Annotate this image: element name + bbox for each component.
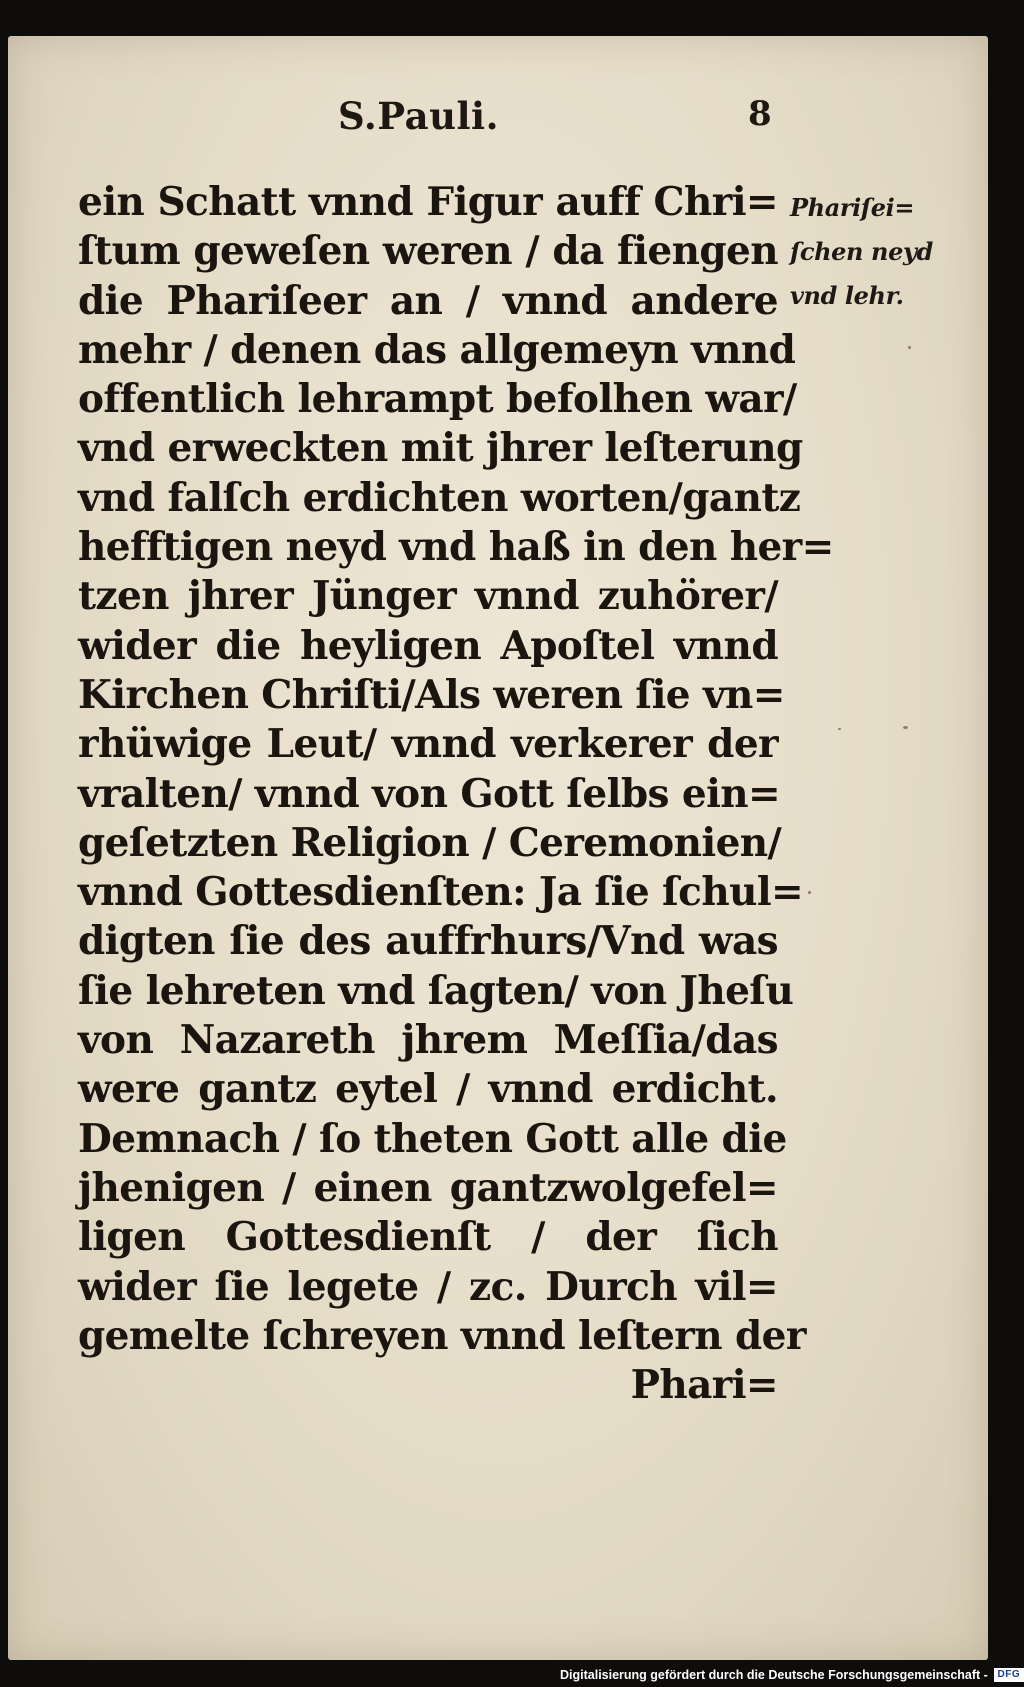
text-line: ſie lehreten vnd ſagten/ von Jheſu xyxy=(78,967,794,1014)
paper-speck xyxy=(808,891,811,894)
text-line: geſetzten Religion / Ceremonien/ xyxy=(78,819,782,866)
text-line: vnd erweckten mit jhrer leſterung xyxy=(78,425,803,472)
text-line: were gantz eytel / vnnd erdicht. xyxy=(78,1066,778,1113)
text-line: Demnach / ſo theten Gott alle die xyxy=(78,1115,787,1162)
credit-text: Digitalisierung gefördert durch die Deutsche Forschungsgemeinschaft - xyxy=(560,1668,988,1682)
text-line: vnd falſch erdichten worten/gantz xyxy=(78,474,801,521)
text-line: offentlich lehrampt befolhen war/ xyxy=(78,376,797,423)
digitization-credit xyxy=(560,1666,1024,1684)
body-text xyxy=(78,178,834,1410)
margin-note-line: Phariſei= xyxy=(790,193,915,222)
page-header xyxy=(8,94,988,144)
margin-note xyxy=(790,186,940,318)
paper-speck xyxy=(838,728,841,730)
text-line: tzen jhrer Jünger vnnd zuhörer/ xyxy=(78,573,778,620)
dfg-logo-icon: DFG xyxy=(994,1668,1024,1682)
paper-speck xyxy=(908,346,911,349)
text-line: rhüwige Leut/ vnnd verkerer der xyxy=(78,721,778,768)
text-line: digten ſie des auffrhurs/Vnd was xyxy=(78,918,778,965)
margin-note-line: ſchen neyd xyxy=(790,237,933,266)
text-line: ein Schatt vnnd Figur auff Chri= xyxy=(78,179,778,225)
text-line: vnnd Gottesdienſten: Ja ſie ſchul= xyxy=(78,869,804,916)
text-line: wider die heyligen Apoſtel vnnd xyxy=(78,622,778,669)
text-line: wider ſie legete / zc. Durch vil= xyxy=(78,1263,778,1310)
text-line: jhenigen / einen gantzwolgefel= xyxy=(78,1164,778,1211)
book-page xyxy=(8,36,988,1660)
paper-speck xyxy=(903,726,908,729)
text-line: Kirchen Chriſti/Als weren ſie vn= xyxy=(78,671,785,718)
text-line: ſtum geweſen weren / da fiengen xyxy=(78,228,778,275)
page-number: 8 xyxy=(748,94,772,134)
text-line: mehr / denen das allgemeyn vnnd xyxy=(78,326,796,373)
text-line: gemelte ſchreyen vnnd leſtern der xyxy=(78,1312,806,1359)
text-line: ligen Gottesdienſt / der ſich xyxy=(78,1214,778,1261)
text-line: vralten/ vnnd von Gott ſelbs ein= xyxy=(78,770,781,817)
catchword: Phari= xyxy=(630,1362,778,1409)
text-line: hefftigen neyd vnd haß in den her= xyxy=(78,524,834,571)
text-line: die Phariſeer an / vnnd andere xyxy=(78,277,778,324)
running-head: S.Pauli. xyxy=(338,94,499,138)
text-line: von Nazareth jhrem Meſſia/das xyxy=(78,1017,778,1064)
margin-note-line: vnd lehr. xyxy=(790,281,904,310)
